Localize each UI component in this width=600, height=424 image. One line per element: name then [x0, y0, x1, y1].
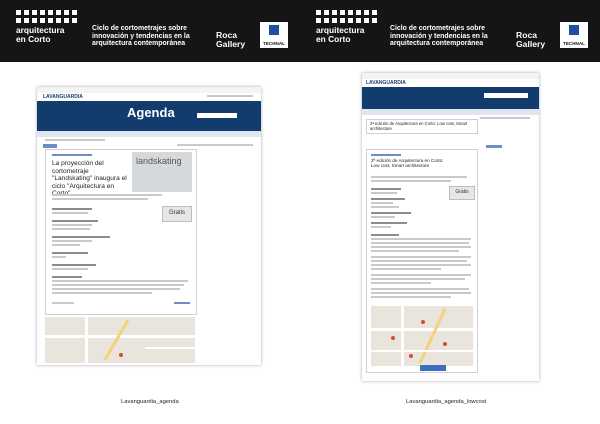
event-meta: [371, 192, 397, 194]
event-meta: [371, 188, 401, 190]
header-left: [0, 0, 300, 62]
event-title: 2ª edición de Arquitectura en Corto: Low cost, Smart architecture: [371, 158, 444, 169]
arquitectura-en-corto-logo: [316, 10, 382, 52]
roca-gallery-logo: [516, 31, 545, 49]
event-image: [132, 152, 192, 192]
sidebar-link[interactable]: [486, 145, 502, 148]
map-road: [371, 350, 473, 352]
roca-gallery-logo: [216, 31, 245, 49]
description-line: [371, 242, 469, 244]
map-road: [145, 347, 195, 349]
back-button[interactable]: [43, 144, 57, 148]
header-right: [300, 0, 600, 62]
free-entry-label: Gratis: [455, 189, 469, 195]
event-meta: [52, 212, 88, 214]
description-line: [371, 264, 471, 266]
event-meta: [52, 256, 66, 258]
description-line: [371, 296, 451, 298]
logo-line-2: en Corto: [316, 33, 351, 44]
event-meta: [52, 240, 92, 242]
event-meta: [52, 244, 80, 246]
event-panel: [366, 149, 478, 373]
map-pin-icon: [409, 354, 413, 358]
map-pin-icon: [391, 336, 395, 340]
description-line: [371, 282, 431, 284]
event-meta: [371, 206, 399, 208]
event-meta: [52, 208, 92, 210]
description-line: [371, 268, 441, 270]
event-meta: [371, 212, 411, 214]
event-title: La proyección del cortometraje "Landskating" inaugura el ciclo "Arquitectura en: [52, 160, 127, 190]
map-road: [85, 317, 88, 363]
description-line: [371, 250, 459, 252]
technal-label: TECHNAL: [263, 41, 285, 46]
event-meta: [52, 220, 98, 222]
description-heading: [371, 234, 399, 236]
description-line: [371, 274, 471, 276]
event-summary: [52, 194, 162, 196]
roca-line-2: Gallery: [516, 39, 546, 49]
main-nav[interactable]: [37, 131, 261, 137]
technal-mark-icon: [569, 25, 579, 35]
breadcrumb: [45, 139, 105, 141]
event-summary: [371, 180, 451, 182]
view-more-link[interactable]: [174, 302, 190, 304]
main-nav[interactable]: [362, 109, 539, 115]
event-meta: [371, 222, 407, 224]
description-line: [52, 280, 188, 282]
map-pin-icon: [119, 353, 123, 357]
description-line: [371, 292, 471, 294]
share-bar[interactable]: [480, 117, 530, 119]
event-summary: [52, 198, 148, 200]
panel-title-box: [366, 119, 478, 134]
map-pin-icon: [443, 342, 447, 346]
site-topbar: [362, 73, 539, 79]
search-input[interactable]: [197, 113, 237, 118]
lavanguardia-agenda-screenshot: [37, 87, 261, 365]
more-events-button[interactable]: [420, 365, 446, 371]
arquitectura-en-corto-logo: [16, 10, 82, 52]
description-line: [371, 278, 465, 280]
event-meta: [52, 268, 88, 270]
description-line: [371, 238, 471, 240]
search-input[interactable]: [484, 93, 528, 98]
site-logo: LAVANGUARDIA: [43, 94, 83, 100]
event-meta: [52, 264, 96, 266]
cycle-title: Ciclo de cortometrajes sobre innovación y tendencias en la arquitectura contemporánea: [92, 25, 190, 48]
event-meta: [371, 198, 405, 200]
event-meta: [52, 252, 88, 254]
logo-line-1: arquitectura: [16, 25, 65, 35]
logo-line-2: en Corto: [16, 33, 51, 44]
event-meta: [52, 228, 90, 230]
logo-line-1: arquitectura: [316, 25, 365, 35]
header-band: [0, 0, 600, 62]
roca-line-1: Roca: [216, 30, 238, 40]
description-line: [371, 256, 471, 258]
left-caption: Lavanguardia_agenda: [121, 399, 179, 405]
event-map[interactable]: [45, 317, 195, 363]
cycle-title: Ciclo de cortometrajes sobre innovación y tendencias en la arquitectura contemporánea: [390, 25, 488, 48]
description-heading: [52, 276, 82, 278]
free-entry-button[interactable]: [162, 206, 192, 222]
technal-mark-icon: [269, 25, 279, 35]
description-line: [52, 288, 180, 290]
logo-film-strip-icon: [316, 10, 378, 23]
event-meta: [371, 216, 395, 218]
roca-line-2: Gallery: [216, 39, 246, 49]
event-map[interactable]: [371, 306, 473, 366]
agenda-hero: [362, 87, 539, 109]
roca-line-1: Roca: [516, 30, 538, 40]
lavanguardia-agenda-lowcost-screenshot: [362, 73, 539, 381]
map-road: [104, 319, 130, 360]
event-category: [371, 154, 401, 156]
event-image-text: landskating: [136, 156, 182, 166]
map-road: [418, 308, 446, 364]
read-more-link[interactable]: [52, 302, 74, 304]
event-meta: [371, 202, 393, 204]
event-category: [52, 154, 92, 156]
free-entry-button[interactable]: [449, 186, 475, 200]
map-pin-icon: [421, 320, 425, 324]
site-logo: LAVANGUARDIA: [366, 80, 406, 86]
event-panel: [45, 149, 197, 315]
event-summary: [371, 176, 467, 178]
description-line: [371, 246, 471, 248]
description-line: [371, 260, 467, 262]
event-meta: [52, 236, 110, 238]
panel-title: 2ª edición de Arquitectura en Corto: Low cost, Smart architecture: [370, 121, 468, 131]
technal-logo: [560, 22, 588, 48]
topbar-links: [207, 95, 253, 97]
event-meta: [371, 226, 391, 228]
agenda-hero: [37, 101, 261, 131]
logo-film-strip-icon: [16, 10, 78, 23]
right-caption: Lavanguardia_agenda_lowcost: [406, 399, 487, 405]
description-line: [52, 292, 152, 294]
description-line: [371, 288, 469, 290]
site-topbar: [37, 87, 261, 93]
share-bar[interactable]: [177, 144, 253, 146]
technal-label: TECHNAL: [563, 41, 585, 46]
event-meta: [52, 224, 92, 226]
map-road: [401, 306, 404, 366]
description-line: [52, 284, 184, 286]
technal-logo: [260, 22, 288, 48]
free-entry-label: Gratis: [168, 210, 185, 216]
hero-title: Agenda: [127, 105, 175, 120]
map-road: [371, 328, 473, 331]
